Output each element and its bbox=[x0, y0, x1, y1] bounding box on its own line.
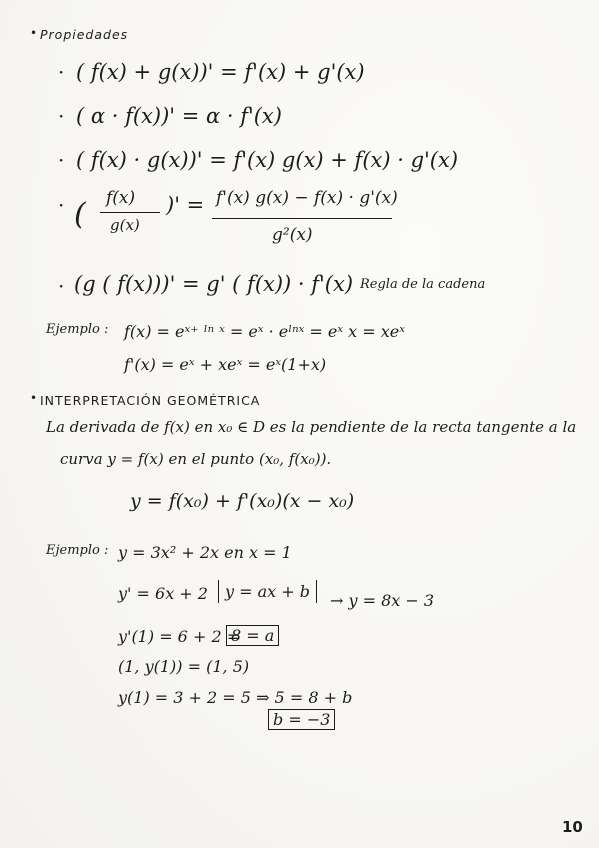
property-product-rule: ( f(x) · g(x))' = f'(x) g(x) + f(x) · g'(x) bbox=[76, 148, 459, 172]
section-bullet: • bbox=[30, 391, 38, 405]
quotient-open-paren: ( bbox=[74, 197, 86, 232]
example-label: Ejemplo : bbox=[46, 543, 109, 558]
example2-derivative: y' = 6x + 2 bbox=[118, 584, 208, 603]
quotient-denominator: g(x) bbox=[110, 216, 140, 234]
property-chain-rule: (g ( f(x)))' = g' ( f(x)) · f'(x) bbox=[74, 272, 354, 296]
chain-rule-label: Regla de la cadena bbox=[360, 277, 486, 292]
list-bullet: · bbox=[58, 104, 65, 128]
quotient-rhs-denominator: g²(x) bbox=[272, 225, 313, 245]
tangent-line-formula: y = f(x₀) + f'(x₀)(x − x₀) bbox=[130, 490, 355, 512]
property-sum-rule: ( f(x) + g(x))' = f'(x) + g'(x) bbox=[76, 60, 365, 84]
example2-point: (1, y(1)) = (1, 5) bbox=[118, 657, 250, 676]
example2-line-form: y = ax + b bbox=[218, 580, 317, 603]
example2-function: y = 3x² + 2x en x = 1 bbox=[118, 543, 292, 562]
section-title-propiedades: Propiedades bbox=[40, 27, 129, 42]
quotient-close-paren: )' = bbox=[166, 193, 205, 217]
example2-slope-calc: y'(1) = 6 + 2 = bbox=[118, 627, 241, 646]
quotient-fraction-bar bbox=[100, 212, 160, 213]
example2-intercept-boxed: b = −3 bbox=[268, 709, 335, 730]
page-number: 10 bbox=[562, 818, 583, 836]
example1-line1: f(x) = eˣ⁺ ˡⁿ ˣ = eˣ · eˡⁿˣ = eˣ x = xeˣ bbox=[124, 322, 405, 341]
section-bullet: • bbox=[30, 26, 38, 40]
section-title-interpretacion: INTERPRETACIÓN GEOMÉTRICA bbox=[40, 393, 261, 408]
example2-slope-boxed: 8 = a bbox=[226, 625, 279, 646]
list-bullet: · bbox=[58, 193, 65, 217]
example1-line2: f'(x) = eˣ + xeˣ = eˣ(1+x) bbox=[124, 355, 327, 374]
list-bullet: · bbox=[58, 148, 65, 172]
example-label: Ejemplo : bbox=[46, 322, 109, 337]
example2-result-line: → y = 8x − 3 bbox=[330, 591, 435, 610]
interpretation-text-line2: curva y = f(x) en el punto (x₀, f(x₀)). bbox=[60, 450, 332, 468]
example2-intercept-calc: y(1) = 3 + 2 = 5 ⇒ 5 = 8 + b bbox=[118, 688, 353, 707]
list-bullet: · bbox=[58, 274, 65, 298]
list-bullet: · bbox=[58, 60, 65, 84]
quotient-rhs-numerator: f'(x) g(x) − f(x) · g'(x) bbox=[216, 188, 398, 208]
property-constant-rule: ( α · f(x))' = α · f'(x) bbox=[76, 104, 282, 128]
quotient-rhs-fraction-bar bbox=[212, 218, 392, 219]
quotient-numerator: f(x) bbox=[106, 188, 136, 208]
interpretation-text-line1: La derivada de f(x) en x₀ ∈ D es la pendiente de la recta tangente a la bbox=[46, 418, 577, 436]
